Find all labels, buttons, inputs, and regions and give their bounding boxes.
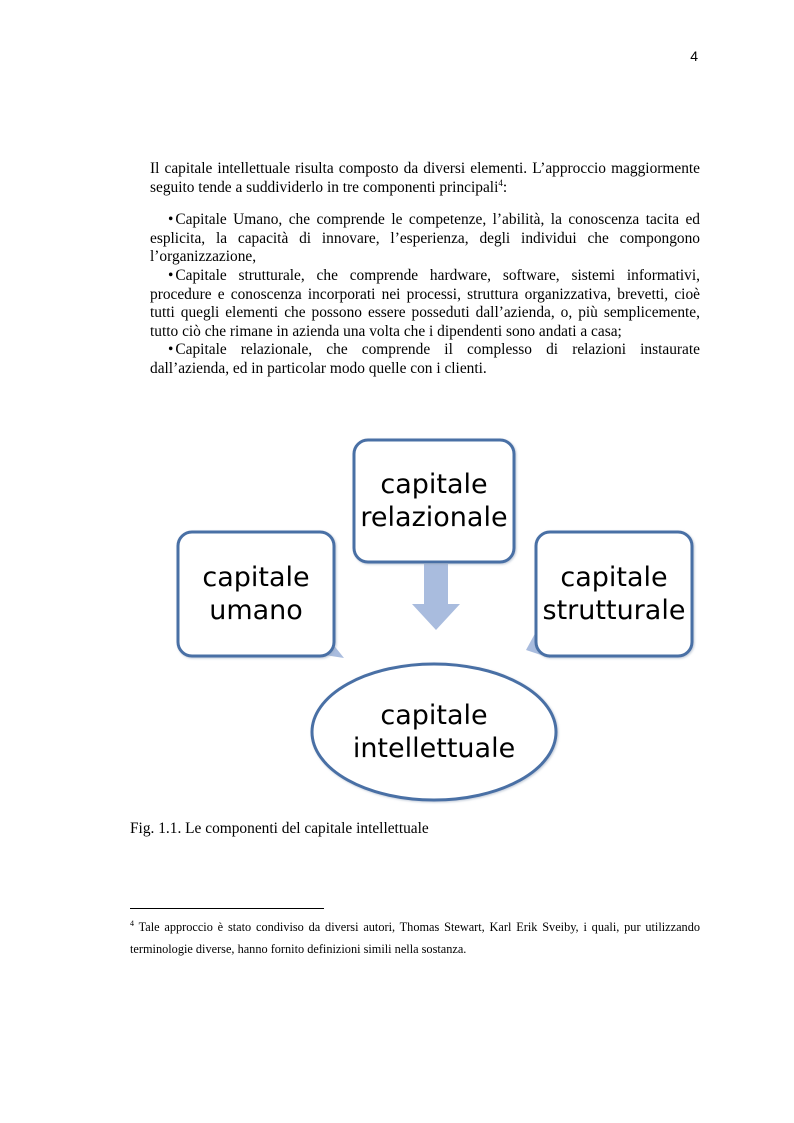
intro-paragraph	[150, 160, 700, 197]
list-item	[150, 211, 700, 267]
list-item-text: Capitale relazionale, che comprende il complesso di relazioni instaurate dall’azienda, ed in particolar modo quelle con i clienti.	[150, 341, 700, 377]
umano-label	[178, 532, 334, 656]
down-arrow-icon	[412, 564, 460, 630]
list-item-text: Capitale strutturale, che comprende hardware, software, sistemi informativi, procedure e conoscenza incorporati nei processi, struttura organizzativa, brevetti, cioè tutti quegli elementi che possono essere posseduti dall’azienda, o, più semplicemente, tutto ciò che rimane in azienda una volta che i dipendenti sono andati a casa;	[150, 266, 700, 340]
strutturale-line1: capitale	[560, 562, 668, 593]
umano-line2: umano	[209, 595, 303, 626]
list-item	[150, 341, 700, 378]
body-text	[150, 160, 700, 379]
strutturale-line2: strutturale	[542, 595, 686, 626]
intellettuale-label	[312, 664, 556, 800]
footnote	[130, 916, 700, 960]
umano-line1: capitale	[202, 562, 310, 593]
relazionale-line2: relazionale	[360, 502, 508, 533]
bullet-icon: •	[168, 341, 174, 359]
relazionale-label	[354, 440, 514, 562]
relazionale-line1: capitale	[380, 469, 488, 500]
footnote-ref: 4	[498, 177, 503, 188]
list-item-text: Capitale Umano, che comprende le competenze, l’abilità, la conoscenza tacita ed esplicita, la capacità di innovare, l’esperienza, degli individui che compongono l’organizzazione,	[150, 211, 700, 266]
figure-caption: Fig. 1.1. Le componenti del capitale intellettuale	[130, 820, 429, 837]
intellettuale-line2: intellettuale	[352, 733, 516, 764]
list-item	[150, 267, 700, 341]
components-list	[150, 211, 700, 378]
footnote-divider	[130, 908, 324, 909]
footnote-number: 4	[130, 918, 134, 928]
footnote-text: Tale approccio è stato condiviso da diversi autori, Thomas Stewart, Karl Erik Sveiby, i quali, pur utilizzando terminologie diverse, hanno fornito definizioni simili nella sostanza.	[130, 920, 700, 956]
intellettuale-line1: capitale	[380, 700, 488, 731]
intro-colon: :	[502, 178, 508, 196]
components-diagram	[170, 432, 710, 812]
intro-text: Il capitale intellettuale risulta composto da diversi elementi. L’approccio maggiormente seguito tende a suddividerlo in tre componenti principali	[150, 160, 700, 196]
bullet-icon: •	[168, 266, 174, 284]
page-number: 4	[690, 48, 698, 64]
strutturale-label	[536, 532, 692, 656]
bullet-icon: •	[168, 211, 174, 229]
